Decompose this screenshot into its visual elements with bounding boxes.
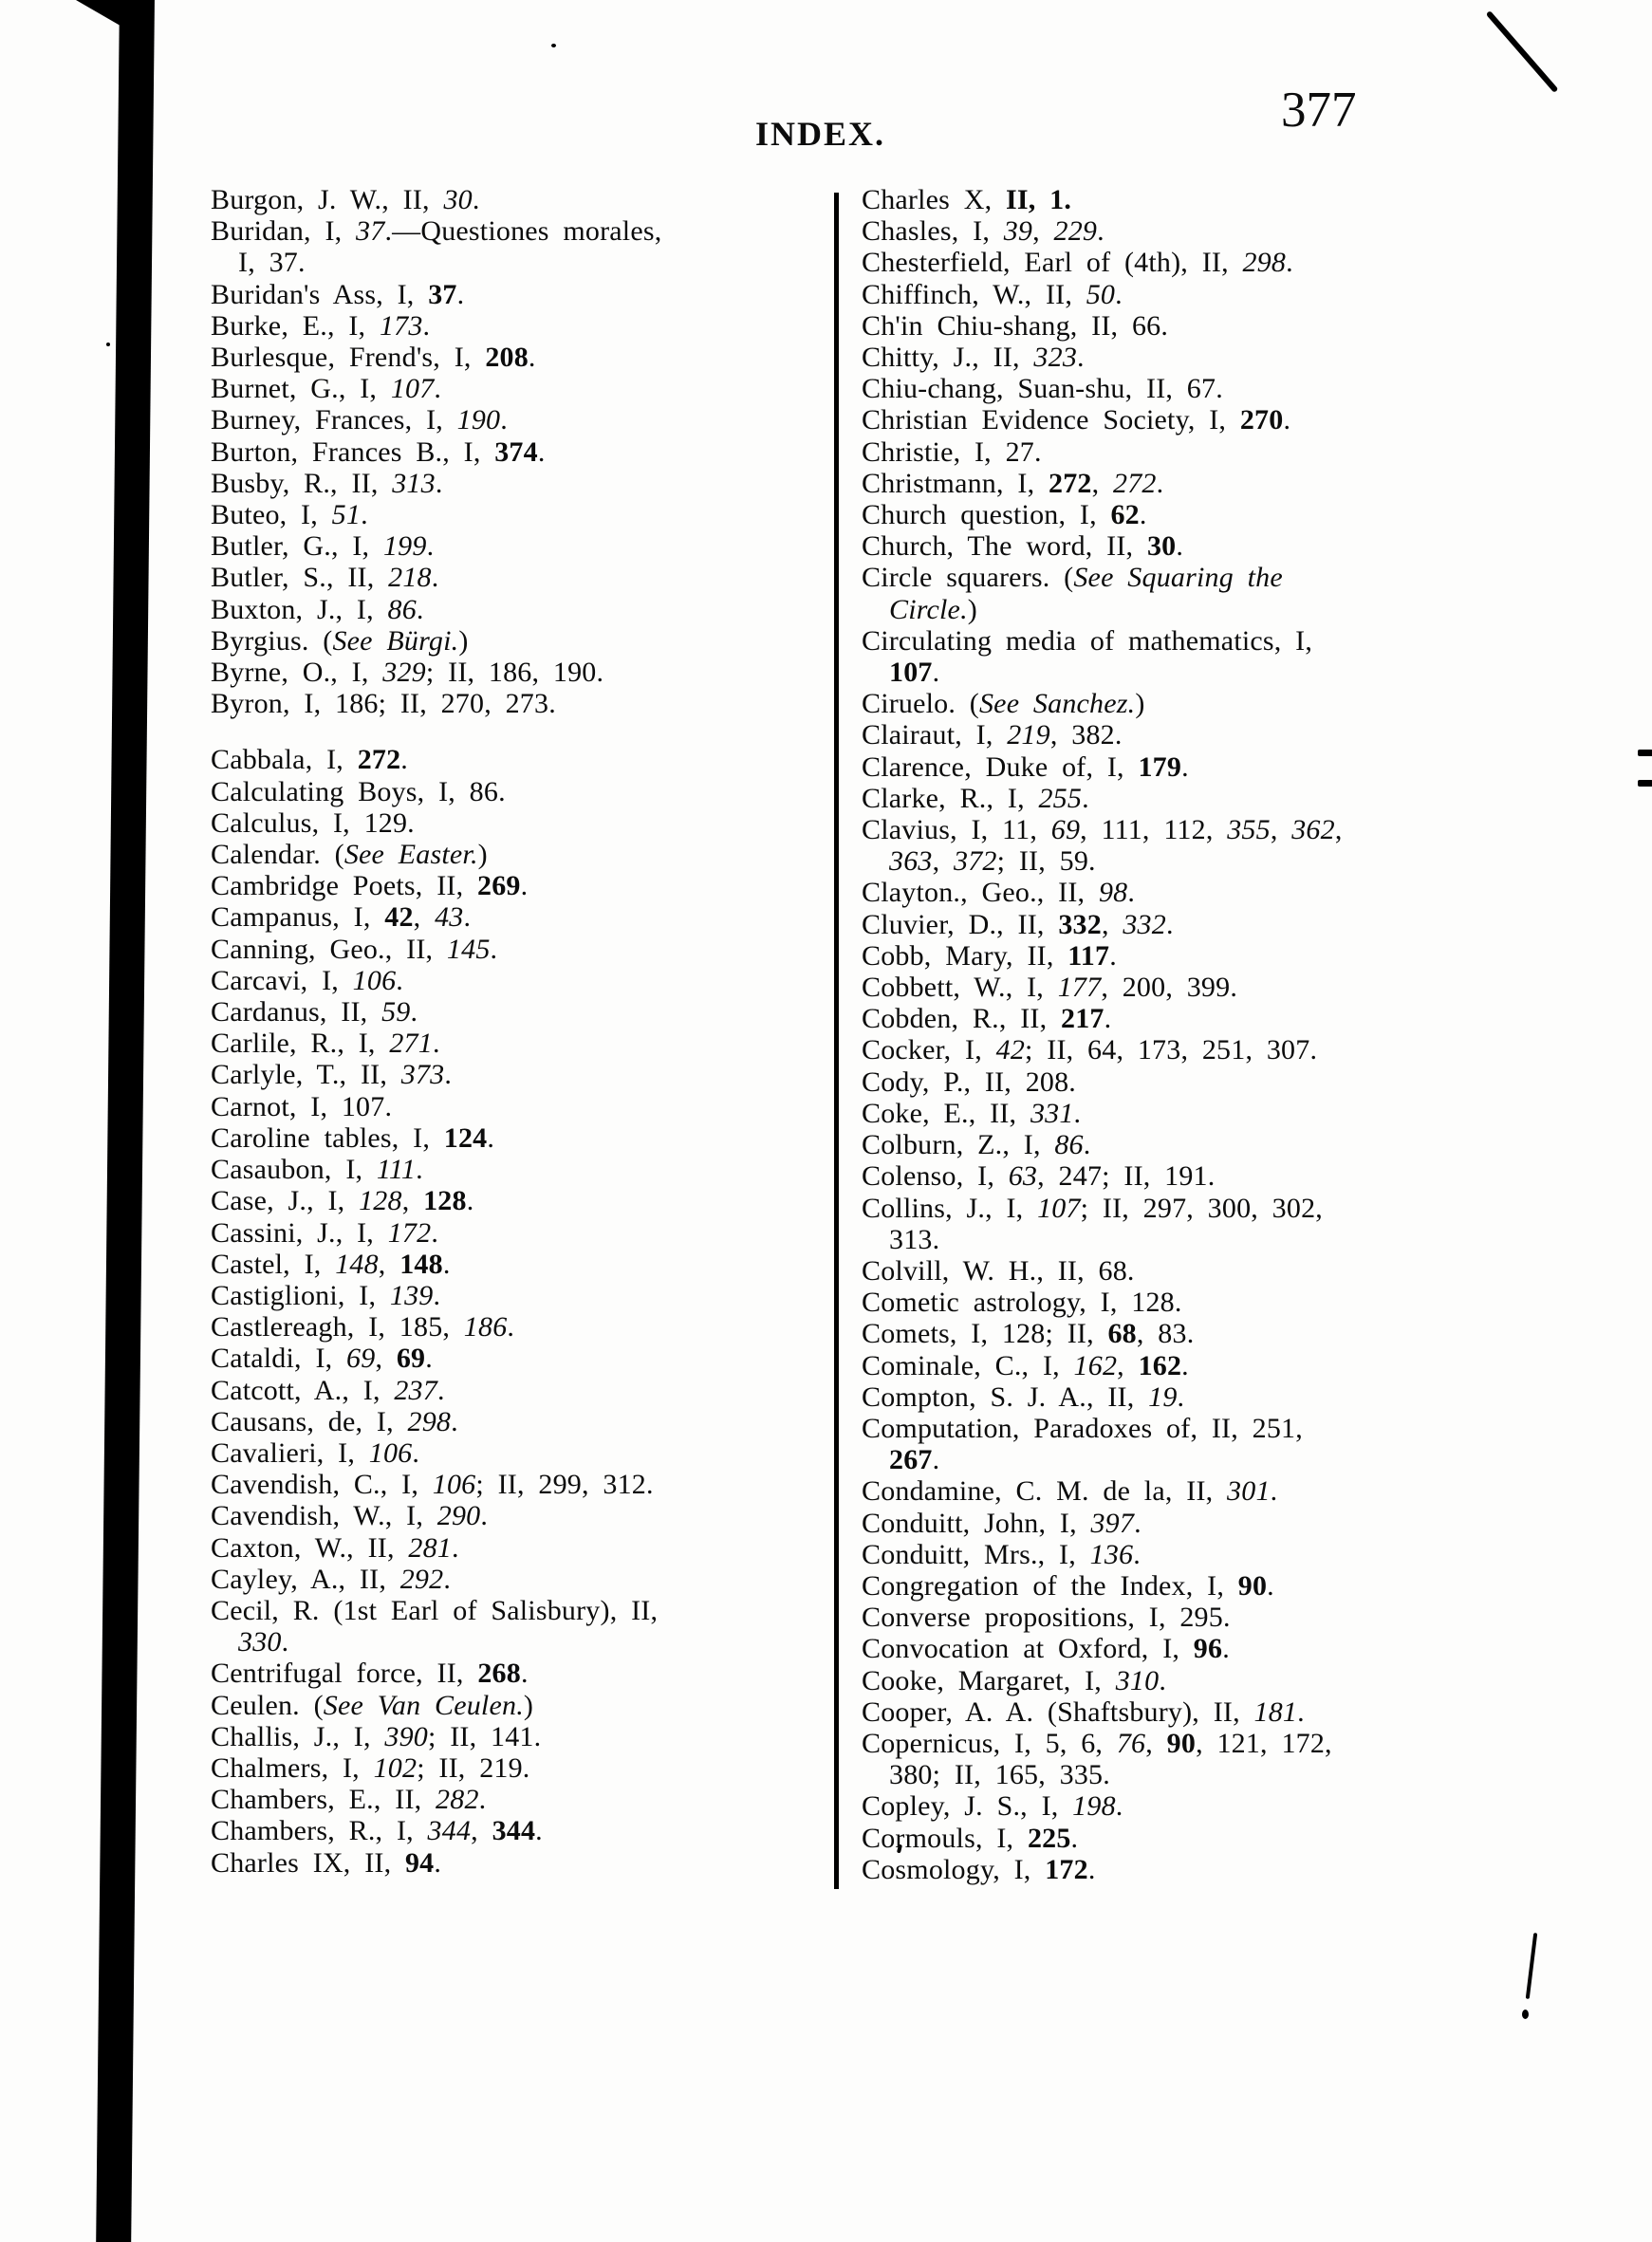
index-entry-line: Calculus, I, 129. <box>211 806 415 839</box>
index-entry <box>862 1129 1366 1160</box>
index-entry <box>862 1160 1366 1192</box>
index-entry-line: Colenso, I, 63, 247; II, 191. <box>862 1160 1216 1193</box>
index-entry-line: Cormouls, I, 225. <box>862 1822 1079 1854</box>
index-entry-line: Cluvier, D., II, 332, 332. <box>862 908 1174 940</box>
index-entry <box>862 530 1366 562</box>
index-entry-line: Cassini, J., I, 172. <box>211 1216 439 1249</box>
index-entry <box>211 436 774 468</box>
index-entry-line: Copernicus, I, 5, 6, 76, 90, 121, 172, <box>862 1727 1332 1759</box>
index-entry-line: Christmann, I, 272, 272. <box>862 467 1164 499</box>
index-entry-line: Carlyle, T., II, 373. <box>211 1059 453 1091</box>
index-entry-line: Burgon, J. W., II, 30. <box>211 184 480 215</box>
index-entry <box>211 1154 774 1185</box>
index-entry <box>211 562 774 593</box>
index-entry <box>211 965 774 996</box>
index-entry <box>211 657 774 688</box>
index-entry <box>862 436 1366 468</box>
index-entry <box>862 1003 1366 1034</box>
index-entry <box>862 342 1366 373</box>
index-entry-line: Cominale, C., I, 162, 162. <box>862 1349 1189 1381</box>
index-entry <box>211 996 774 1028</box>
index-entry-line: Ciruelo. (See Sanchez.) <box>862 688 1145 720</box>
index-entry <box>211 1437 774 1469</box>
index-entry <box>862 1475 1366 1507</box>
index-entry-line: Canning, Geo., II, 145. <box>211 933 498 965</box>
index-entry <box>211 1500 774 1531</box>
index-entry <box>862 1318 1366 1349</box>
index-entry <box>211 1406 774 1437</box>
index-entry <box>862 468 1366 499</box>
index-entry <box>862 184 1366 215</box>
index-entry-line: Chambers, R., I, 344, 344. <box>211 1815 543 1847</box>
index-entry <box>211 1815 774 1846</box>
index-entry-line: Cocker, I, 42; II, 64, 173, 251, 307. <box>862 1034 1318 1066</box>
index-entry-line: Comets, I, 128; II, 68, 83. <box>862 1318 1195 1350</box>
index-entry <box>862 1381 1366 1413</box>
index-entry-line: Chitty, J., II, 323. <box>862 342 1085 374</box>
column-divider <box>834 193 839 1889</box>
index-entry-line: Cambridge Poets, II, 269. <box>211 870 529 902</box>
index-entry <box>211 1564 774 1595</box>
index-entry <box>862 688 1366 719</box>
index-entry <box>862 215 1366 247</box>
index-entry <box>862 1066 1366 1098</box>
index-entry-line: Colburn, Z., I, 86. <box>862 1129 1091 1161</box>
index-entry <box>211 1469 774 1500</box>
index-entry <box>211 1595 774 1658</box>
index-entry-line: Cardanus, II, 59. <box>211 996 418 1028</box>
index-entry <box>211 1343 774 1374</box>
index-entry-line: Circulating media of mathematics, I, <box>862 624 1313 657</box>
index-entry-line: Calendar. (See Easter.) <box>211 839 488 871</box>
index-column-right <box>862 184 1366 1885</box>
index-entry-line: Cecil, R. (1st Earl of Salisbury), II, <box>211 1594 659 1626</box>
index-entry-line: Cavendish, C., I, 106; II, 299, 312. <box>211 1469 654 1501</box>
index-entry-line: Byrne, O., I, 329; II, 186, 190. <box>211 657 604 689</box>
index-entry <box>211 839 774 870</box>
index-entry-line: Condamine, C. M. de la, II, 301. <box>862 1475 1278 1508</box>
index-entry <box>862 404 1366 435</box>
index-entry <box>211 744 774 775</box>
index-entry-line: Clarence, Duke of, I, 179. <box>862 750 1189 783</box>
index-entry <box>862 373 1366 404</box>
index-entry <box>862 1098 1366 1129</box>
index-entry-line: Caroline tables, I, 124. <box>211 1121 495 1154</box>
index-entry <box>211 1690 774 1721</box>
index-entry-line: Conduitt, Mrs., I, 136. <box>862 1538 1141 1570</box>
index-entry-line: Butler, S., II, 218. <box>211 562 439 594</box>
scan-artifact-pen-dot <box>1522 2010 1529 2019</box>
index-entry-line: Causans, de, I, 298. <box>211 1405 458 1437</box>
index-entry <box>211 1059 774 1090</box>
index-entry-continuation-line: 330. <box>238 1626 289 1658</box>
index-entry <box>862 279 1366 310</box>
index-entry <box>211 688 774 719</box>
index-entry-line: Buridan's Ass, I, 37. <box>211 278 465 310</box>
index-entry-line: Centrifugal force, II, 268. <box>211 1658 529 1690</box>
scan-artifact-edge-dash <box>1638 750 1652 756</box>
index-entry-line: Computation, Paradoxes of, II, 251, <box>862 1412 1303 1444</box>
index-entry-line: Converse propositions, I, 295. <box>862 1602 1231 1634</box>
index-entry <box>862 1255 1366 1287</box>
index-entry <box>862 1790 1366 1822</box>
index-entry-line: Ceulen. (See Van Ceulen.) <box>211 1689 534 1721</box>
index-entry-line: Christie, I, 27. <box>862 435 1042 468</box>
index-entry-line: Buxton, J., I, 86. <box>211 593 424 625</box>
index-entry <box>862 783 1366 814</box>
index-entry-line: Cavalieri, I, 106. <box>211 1436 420 1469</box>
index-entry-line: Burney, Frances, I, 190. <box>211 404 508 436</box>
index-entry <box>211 1721 774 1752</box>
index-entry <box>211 1784 774 1815</box>
index-entry-line: Colvill, W. H., II, 68. <box>862 1254 1135 1287</box>
index-entry-line: Christian Evidence Society, I, 270. <box>862 404 1291 436</box>
index-entry-line: Carcavi, I, 106. <box>211 964 403 996</box>
scan-artifact-speck <box>551 44 556 47</box>
index-entry <box>862 751 1366 783</box>
index-entry-line: Cooke, Margaret, I, 310. <box>862 1664 1167 1696</box>
index-entry-line: Clayton., Geo., II, 98. <box>862 877 1136 909</box>
index-entry <box>211 1249 774 1280</box>
scan-artifact-pen-tick <box>1526 1933 1538 1999</box>
index-entry <box>211 1217 774 1249</box>
index-entry <box>862 1539 1366 1570</box>
column-gap <box>211 719 774 744</box>
index-entry <box>862 1034 1366 1065</box>
index-entry <box>211 310 774 342</box>
index-entry-line: Clavius, I, 11, 69, 111, 112, 355, 362, <box>862 814 1343 846</box>
index-entry-line: Cataldi, I, 69, 69. <box>211 1343 433 1375</box>
index-entry <box>211 1280 774 1311</box>
index-entry <box>211 279 774 310</box>
index-entry <box>211 530 774 562</box>
index-entry <box>862 814 1366 877</box>
index-entry-line: Charles X, II, 1. <box>862 184 1072 215</box>
index-entry-line: Congregation of the Index, I, 90. <box>862 1569 1274 1602</box>
index-entry <box>862 877 1366 908</box>
index-entry-line: Chiffinch, W., II, 50. <box>862 278 1123 310</box>
index-entry-line: Circle squarers. (See Squaring the <box>862 562 1283 594</box>
index-entry-line: Collins, J., I, 107; II, 297, 300, 302, <box>862 1192 1323 1224</box>
index-entry-line: Burton, Frances B., I, 374. <box>211 435 546 468</box>
index-entry-continuation-line: 313. <box>889 1223 940 1255</box>
index-entry <box>211 776 774 807</box>
index-entry <box>211 342 774 373</box>
index-entry-line: Butler, G., I, 199. <box>211 530 435 563</box>
index-entry-line: Cody, P., II, 208. <box>862 1065 1077 1098</box>
index-entry <box>862 625 1366 688</box>
index-entry-continuation-line: 363, 372; II, 59. <box>889 845 1096 878</box>
index-entry-line: Chasles, I, 39, 229. <box>862 215 1104 248</box>
index-entry-line: Calculating Boys, I, 86. <box>211 775 506 807</box>
index-entry <box>211 901 774 933</box>
index-entry <box>211 184 774 215</box>
index-entry-line: Coke, E., II, 331. <box>862 1097 1082 1129</box>
index-entry <box>862 972 1366 1003</box>
scan-artifact-corner-wedge <box>76 0 125 28</box>
index-entry-line: Byrgius. (See Bürgi.) <box>211 624 469 657</box>
index-entry <box>211 1847 774 1879</box>
index-entry <box>862 1508 1366 1539</box>
index-entry <box>211 1752 774 1784</box>
index-entry <box>862 1570 1366 1602</box>
index-entry-line: Catcott, A., I, 237. <box>211 1374 445 1406</box>
index-entry-line: Clairaut, I, 219, 382. <box>862 719 1123 751</box>
index-entry <box>862 499 1366 530</box>
index-entry <box>211 1185 774 1216</box>
index-entry <box>211 870 774 901</box>
index-entry-line: Cavendish, W., I, 290. <box>211 1500 489 1532</box>
index-entry-line: Castlereagh, I, 185, 186. <box>211 1311 515 1343</box>
index-entry-line: Caxton, W., II, 281. <box>211 1531 459 1564</box>
index-entry <box>862 1665 1366 1696</box>
index-entry-line: Ch'in Chiu-shang, II, 66. <box>862 309 1169 342</box>
index-entry <box>862 1823 1366 1854</box>
page-number: 377 <box>1281 83 1357 138</box>
index-entry <box>862 1413 1366 1475</box>
index-entry-line: Clarke, R., I, 255. <box>862 782 1089 814</box>
index-entry-line: Byron, I, 186; II, 270, 273. <box>211 688 556 720</box>
index-entry-continuation-line: Circle.) <box>889 593 977 625</box>
index-entry-line: Case, J., I, 128, 128. <box>211 1185 474 1217</box>
index-entry <box>862 310 1366 342</box>
index-entry-continuation-line: 380; II, 165, 335. <box>889 1759 1110 1791</box>
index-entry <box>862 1350 1366 1381</box>
index-entry-line: Convocation at Oxford, I, 96. <box>862 1633 1230 1665</box>
index-entry <box>211 1658 774 1689</box>
index-entry <box>211 807 774 839</box>
index-entry-line: Chalmers, I, 102; II, 219. <box>211 1751 530 1784</box>
index-entry-line: Chambers, E., II, 282. <box>211 1784 487 1816</box>
index-entry-line: Church, The word, II, 30. <box>862 530 1184 563</box>
index-entry <box>862 1602 1366 1633</box>
scan-artifact-pen-slash <box>1486 10 1559 93</box>
index-entry <box>211 499 774 530</box>
index-entry-line: Burke, E., I, 173. <box>211 309 431 342</box>
index-entry <box>211 215 774 278</box>
index-entry <box>211 373 774 404</box>
index-entry <box>862 719 1366 750</box>
index-entry <box>211 1375 774 1406</box>
index-entry-line: Cabbala, I, 272. <box>211 744 408 776</box>
index-entry-line: Cosmology, I, 172. <box>862 1853 1096 1885</box>
index-entry <box>862 562 1366 624</box>
index-entry <box>862 940 1366 972</box>
index-entry <box>211 625 774 657</box>
index-entry-line: Casaubon, I, 111. <box>211 1154 423 1186</box>
index-entry <box>862 1854 1366 1885</box>
index-entry-line: Castiglioni, I, 139. <box>211 1279 441 1311</box>
index-column-left <box>211 184 774 1879</box>
index-entry <box>862 1287 1366 1318</box>
index-entry-line: Cobb, Mary, II, 117. <box>862 939 1117 972</box>
index-entry-line: Castel, I, 148, 148. <box>211 1248 451 1280</box>
index-entry <box>211 1122 774 1154</box>
index-entry-line: Cobden, R., II, 217. <box>862 1003 1112 1035</box>
index-entry <box>211 1091 774 1122</box>
index-entry-line: Buteo, I, 51. <box>211 499 368 531</box>
index-entry-line: Conduitt, John, I, 397. <box>862 1507 1142 1539</box>
page-title: INDEX. <box>755 115 886 153</box>
index-entry <box>211 1532 774 1564</box>
index-entry <box>862 1696 1366 1728</box>
index-entry <box>862 1193 1366 1255</box>
index-entry <box>862 1728 1366 1790</box>
index-entry-line: Buridan, I, 37.—Questiones morales, <box>211 215 662 248</box>
index-entry-line: Carlile, R., I, 271. <box>211 1028 440 1060</box>
index-entry <box>862 247 1366 278</box>
index-entry <box>862 909 1366 940</box>
index-entry-line: Cobbett, W., I, 177, 200, 399. <box>862 972 1238 1004</box>
index-entry-line: Copley, J. S., I, 198. <box>862 1790 1123 1823</box>
index-entry-line: Charles IX, II, 94. <box>211 1846 442 1879</box>
index-entry-line: Carnot, I, 107. <box>211 1090 393 1122</box>
index-entry <box>211 594 774 625</box>
index-entry-line: Chiu-chang, Suan-shu, II, 67. <box>862 373 1223 405</box>
index-entry <box>211 1311 774 1343</box>
scan-artifact-edge-dash <box>1638 780 1652 787</box>
index-entry-line: Campanus, I, 42, 43. <box>211 901 472 934</box>
index-entry-line: Burnet, G., I, 107. <box>211 373 442 405</box>
index-entry-line: Church question, I, 62. <box>862 499 1147 531</box>
index-entry-line: Compton, S. J. A., II, 19. <box>862 1380 1185 1413</box>
index-entry-continuation-line: 107. <box>889 657 940 689</box>
index-entry <box>211 1028 774 1059</box>
index-entry-line: Cometic astrology, I, 128. <box>862 1287 1182 1319</box>
index-entry-continuation-line: I, 37. <box>238 247 306 279</box>
index-entry-line: Chesterfield, Earl of (4th), II, 298. <box>862 247 1293 279</box>
scan-artifact-speck <box>106 343 110 346</box>
scan-artifact-binding-bar <box>96 0 155 2242</box>
index-entry-line: Busby, R., II, 313. <box>211 467 443 499</box>
index-entry-line: Burlesque, Frend's, I, 208. <box>211 342 536 374</box>
index-entry <box>211 468 774 499</box>
index-entry-line: Challis, J., I, 390; II, 141. <box>211 1720 542 1752</box>
index-entry-line: Cooper, A. A. (Shaftsbury), II, 181. <box>862 1695 1305 1728</box>
index-entry-continuation-line: 267. <box>889 1444 940 1476</box>
index-entry <box>211 404 774 435</box>
index-entry-line: Cayley, A., II, 292. <box>211 1563 452 1595</box>
index-entry <box>211 934 774 965</box>
index-entry <box>862 1633 1366 1664</box>
